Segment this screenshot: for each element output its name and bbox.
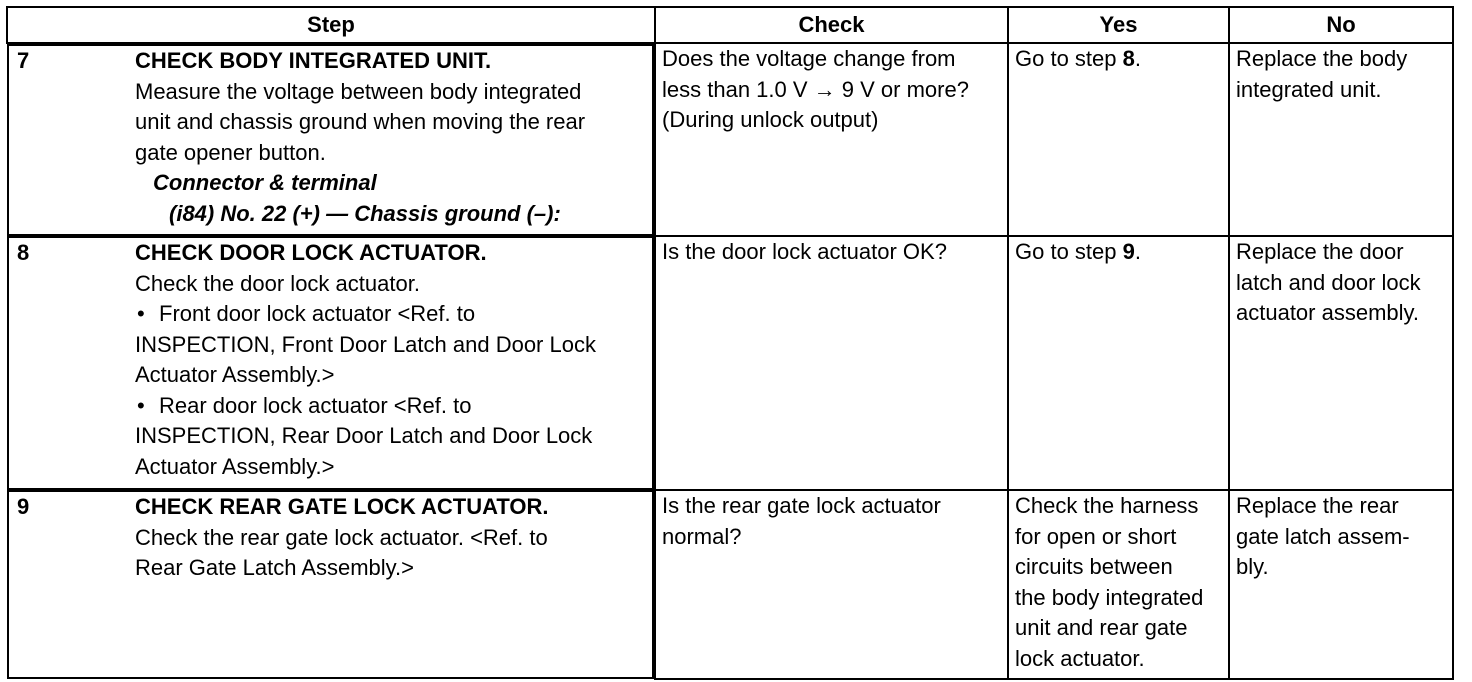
check-text-line: Is the door lock actuator OK? xyxy=(662,239,947,264)
step-cell xyxy=(7,44,654,236)
yes-cell xyxy=(1008,490,1229,679)
no-text-line: integrated unit. xyxy=(1236,76,1382,102)
yes-cell xyxy=(1008,236,1229,490)
step-text-line: unit and chassis ground when moving the rear xyxy=(135,109,586,134)
yes-step-ref: 9 xyxy=(1122,239,1135,264)
yes-text-line: for open or short xyxy=(1015,523,1177,549)
step-text-line: Actuator Assembly.> xyxy=(135,362,335,387)
header-row xyxy=(7,7,1453,43)
step-title: CHECK REAR GATE LOCK ACTUATOR. xyxy=(135,494,549,519)
yes-text: Go to step xyxy=(1015,46,1123,71)
step-number: 8 xyxy=(17,240,30,265)
check-text-line: Does the voltage change from xyxy=(662,46,956,71)
step-number: 9 xyxy=(17,494,30,519)
no-text-line: gate latch assem- xyxy=(1236,523,1410,549)
step-title: CHECK DOOR LOCK ACTUATOR. xyxy=(135,240,487,265)
header-yes: Yes xyxy=(1008,7,1229,43)
step-text-line: Check the door lock actuator. xyxy=(135,270,420,296)
step-title: CHECK BODY INTEGRATED UNIT. xyxy=(135,48,492,73)
yes-step-ref: 8 xyxy=(1122,46,1135,71)
check-cell xyxy=(655,236,1008,490)
no-cell xyxy=(1229,43,1453,236)
yes-suffix: . xyxy=(1134,239,1141,264)
no-cell xyxy=(1229,236,1453,490)
bullet-item: • Rear door lock actuator <Ref. to xyxy=(135,391,648,422)
diagnostic-procedure-document xyxy=(6,6,1454,680)
header-step: Step xyxy=(7,7,655,43)
step-body xyxy=(135,46,648,234)
yes-cell xyxy=(1008,43,1229,236)
step-text-line: INSPECTION, Front Door Latch and Door Lock xyxy=(135,331,596,357)
table-row-step-7 xyxy=(7,43,1453,236)
yes-text-line: the body integrated xyxy=(1015,584,1204,610)
yes-suffix: . xyxy=(1134,46,1141,71)
yes-text: Go to step xyxy=(1015,239,1123,264)
step-body xyxy=(135,492,648,677)
check-text-line: normal? xyxy=(662,523,742,549)
check-cell xyxy=(655,490,1008,679)
step-text-line: INSPECTION, Rear Door Latch and Door Lock xyxy=(135,423,593,448)
step-text-line: Rear Gate Latch Assembly.> xyxy=(135,555,415,580)
bullet-item: • Front door lock actuator <Ref. to xyxy=(135,299,648,330)
yes-text-line: unit and rear gate xyxy=(1015,615,1188,640)
step-cell xyxy=(7,490,654,679)
yes-text-line: lock actuator. xyxy=(1015,645,1145,671)
no-text-line: Replace the body xyxy=(1236,46,1408,71)
step-text-line: Check the rear gate lock actuator. <Ref. to xyxy=(135,524,548,550)
check-text-line: less than 1.0 V → 9 V or more? xyxy=(662,76,969,102)
step-text-line: Actuator Assembly.> xyxy=(135,453,335,479)
connector-value: (i84) No. 22 (+) — Chassis ground (–): xyxy=(169,200,561,226)
header-check: Check xyxy=(655,7,1008,43)
check-cell xyxy=(655,43,1008,236)
no-cell xyxy=(1229,490,1453,679)
no-text-line: latch and door lock xyxy=(1236,269,1421,295)
step-number: 7 xyxy=(17,48,30,73)
table-row-step-8 xyxy=(7,236,1453,490)
step-body xyxy=(135,238,648,488)
step-cell xyxy=(7,236,654,490)
header-no: No xyxy=(1229,7,1453,43)
check-text-line: Is the rear gate lock actuator xyxy=(662,493,941,518)
step-text-line: Measure the voltage between body integrated xyxy=(135,78,582,104)
no-text-line: bly. xyxy=(1236,554,1269,579)
no-text-line: actuator assembly. xyxy=(1236,300,1420,325)
yes-text-line: circuits between xyxy=(1015,554,1173,579)
connector-label: Connector & terminal xyxy=(153,170,377,195)
check-text-line: (During unlock output) xyxy=(662,107,879,132)
diagnostic-table xyxy=(6,6,1454,680)
yes-text-line: Check the harness xyxy=(1015,493,1199,518)
no-text-line: Replace the door xyxy=(1236,239,1404,264)
step-text-line: gate opener button. xyxy=(135,139,326,165)
table-row-step-9 xyxy=(7,490,1453,679)
no-text-line: Replace the rear xyxy=(1236,493,1399,518)
